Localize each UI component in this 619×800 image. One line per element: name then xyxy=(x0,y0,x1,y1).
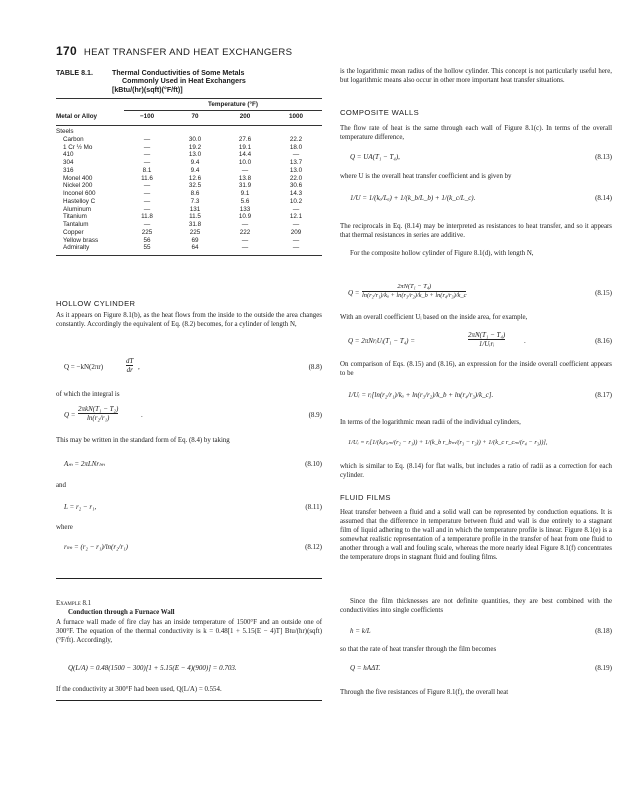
example-title: Conduction through a Furnace Wall xyxy=(68,609,175,616)
equation-fraction xyxy=(78,405,118,422)
equation-fraction xyxy=(126,357,133,374)
fraction-numerator: dT xyxy=(126,357,134,365)
conductivity-cell: 9.1 xyxy=(240,190,250,197)
equation-8-8 xyxy=(56,358,322,376)
metal-name-cell: Admiralty xyxy=(63,244,90,252)
equation-text: 1/U = 1/(kₐ/Lₐ) + 1/(k_b/L_b) + 1/(k_c/L_c). xyxy=(350,194,476,202)
metal-name-cell: Nickel 200 xyxy=(63,182,93,190)
conductivity-cell: 13.8 xyxy=(238,174,252,182)
table-row xyxy=(56,237,322,245)
fraction-denominator: dr xyxy=(126,366,133,374)
conductivity-cell: — xyxy=(241,221,249,228)
conductivity-cell: 9.4 xyxy=(190,159,200,166)
metal-name-cell: 410 xyxy=(63,151,74,159)
equation-number: (8.17) xyxy=(595,391,612,399)
equation-text: Q = hAΔT. xyxy=(350,664,381,672)
example-label: Example 8.1 xyxy=(56,600,92,607)
metal-name-cell: Yellow brass xyxy=(63,236,99,244)
conductivity-cell: 13.0 xyxy=(188,151,202,159)
conductivity-cell: 12.6 xyxy=(188,174,202,182)
heading-hollow-cylinder: HOLLOW CYLINDER xyxy=(56,299,136,308)
equation-8-10 xyxy=(56,460,322,470)
conductivity-cell: — xyxy=(292,151,300,159)
conductivity-cell xyxy=(170,128,220,136)
conductivity-cell xyxy=(270,128,322,136)
conductivity-cell: 209 xyxy=(290,228,302,236)
equation-tail: . xyxy=(524,337,526,345)
metal-name-cell: 1 Cr ½ Mo xyxy=(63,143,93,151)
metal-name-cell: Titanium xyxy=(63,213,87,221)
equation-number: (8.9) xyxy=(308,411,322,419)
equation-number: (8.11) xyxy=(305,503,322,511)
paragraph: where xyxy=(56,524,73,531)
conductivity-cell: 22.0 xyxy=(289,174,303,182)
metal-name-cell: Tantalum xyxy=(63,221,89,228)
paragraph: and xyxy=(56,482,66,489)
metal-name-cell: Carbon xyxy=(63,135,84,143)
conductivity-cell: 31.9 xyxy=(238,182,252,190)
table-row xyxy=(56,175,322,183)
conductivity-cell: 133 xyxy=(239,205,251,213)
equation-8-19 xyxy=(340,664,612,674)
paragraph: For the composite hollow cylinder of Figure 8.1(d), with length N, xyxy=(350,250,534,257)
conductivity-cell: 225 xyxy=(141,228,153,236)
conductivity-cell: — xyxy=(241,236,249,244)
paragraph: With an overall coefficient Uᵢ based on the inside area, for example, xyxy=(340,314,528,321)
conductivity-cell: 14.3 xyxy=(289,190,303,197)
table-row xyxy=(56,167,322,175)
equation-8-16 xyxy=(340,331,612,351)
conductivity-cell: 13.7 xyxy=(289,159,303,166)
conductivity-cell: 222 xyxy=(239,228,251,236)
conductivity-cell: 12.1 xyxy=(289,213,303,221)
conductivity-cell: — xyxy=(241,244,249,252)
paragraph: where U is the overall heat transfer coefficient and is given by xyxy=(340,173,512,180)
conductivity-cell: 64 xyxy=(191,244,199,252)
metal-name-cell: 316 xyxy=(63,166,74,174)
table-label: TABLE 8.1. xyxy=(56,69,93,77)
equation-tail: . xyxy=(141,411,143,419)
equation-text: h = k/L xyxy=(350,627,371,635)
equation-number: (8.19) xyxy=(595,664,612,672)
table-row xyxy=(56,136,322,144)
paragraph: The reciprocals in Eq. (8.14) may be interpreted as resistances to heat transfer, and so it appears that thermal resistances in series are additive. xyxy=(340,223,612,240)
paragraph: In terms of the logarithmic mean radii of the individual cylinders, xyxy=(340,419,521,426)
conductivity-cell: — xyxy=(143,205,151,213)
conductivity-cell: 13.0 xyxy=(289,166,303,174)
conductivity-cell: 5.6 xyxy=(240,197,250,205)
conductivity-cell: 131 xyxy=(189,205,201,213)
heading-composite-walls: COMPOSITE WALLS xyxy=(340,108,420,117)
equation-lhs: Q = −kN(2πr) xyxy=(64,363,104,371)
table-header-row xyxy=(56,113,322,121)
metal-name-cell: Inconel 600 xyxy=(63,190,96,197)
equation-8-18 xyxy=(340,627,612,637)
equation-tail: , xyxy=(138,363,140,371)
conductivity-cell: 55 xyxy=(143,244,151,252)
equation-8-11 xyxy=(56,503,322,513)
fraction-denominator: ln(r₂/r₁) xyxy=(78,413,118,422)
equation-text: Aₘ = 2πLNrₗₘ xyxy=(64,460,105,468)
conductivity-cell: 30.6 xyxy=(289,182,303,190)
conductivity-cell xyxy=(124,128,170,136)
table-header-rule xyxy=(56,125,322,126)
equation-8-12 xyxy=(56,543,322,553)
table-units: [kBtu/(hr)(sqft)(°F/ft)] xyxy=(112,85,183,94)
conductivity-cell: 56 xyxy=(143,236,151,244)
table-title-line: Commonly Used in Heat Exchangers xyxy=(122,77,246,86)
table-row xyxy=(56,213,322,221)
example-bottom-rule xyxy=(56,700,322,701)
column-header: 200 xyxy=(239,113,251,120)
column-header: 70 xyxy=(191,113,199,120)
equation-8-15 xyxy=(340,283,612,303)
conductivity-cell: 10.0 xyxy=(238,159,252,166)
conductivity-cell: 225 xyxy=(189,228,201,236)
example-body: A furnace wall made of fire clay has an inside temperature of 1500°F and an outside one of 300°F. The equation of the thermal conductivity is k = 0.48[1 + 5.15(E − 4)T] Btu/(hr)(sqft)(°F/ft). Accordingly, xyxy=(56,619,322,645)
conductivity-table xyxy=(56,113,322,121)
table-row xyxy=(56,206,322,214)
equation-number: (8.14) xyxy=(595,194,612,202)
table-row xyxy=(56,229,322,237)
equation-text: Q = UA(T₁ − T₄), xyxy=(350,153,400,161)
metal-name-cell: Monel 400 xyxy=(63,174,93,182)
fraction-numerator: 2πkN(T₁ − T₂) xyxy=(78,405,119,413)
page-number: 170 xyxy=(56,44,77,58)
equation-8-9 xyxy=(56,405,322,425)
equation-number: (8.18) xyxy=(595,627,612,635)
equation-8-13 xyxy=(340,153,612,163)
running-head-title: HEAT TRANSFER AND HEAT EXCHANGERS xyxy=(83,47,293,58)
column-header: −100 xyxy=(139,113,155,120)
example-top-rule xyxy=(56,578,322,579)
paragraph: This may be written in the standard form of Eq. (8.4) by taking xyxy=(56,437,230,444)
fraction-numerator: 2πN(T₁ − T₄) xyxy=(468,331,506,339)
conductivity-cell: 30.0 xyxy=(188,135,202,143)
conductivity-cell: 22.2 xyxy=(289,135,303,143)
conductivity-cell: — xyxy=(143,190,151,197)
paragraph: of which the integral is xyxy=(56,391,120,398)
table-row xyxy=(56,182,322,190)
equation-number: (8.12) xyxy=(305,543,322,551)
fraction-numerator: 2πN(T₁ − T₄) xyxy=(397,283,432,290)
conductivity-cell: 10.9 xyxy=(238,213,252,221)
conductivity-cell: 7.3 xyxy=(190,197,200,205)
conductivity-cell xyxy=(220,128,270,136)
paragraph: Heat transfer between a fluid and a solid wall can be represented by conduction equations. It is assumed that the difference in temperature between fluid and wall is due entirely to a stagnant film of liquid adhering to the wall and in which the temperature profile is linear. Figure 8.1(e) is a somewhat realistic representation of a temperature profile in the transfer of heat from one fluid to another through a wall and fouling scale, whereas the more nearly ideal Figure 8.1(f) concentrates the temperature drops in stagnant fluid and fouling films. xyxy=(340,509,612,562)
metal-name-cell: 304 xyxy=(63,159,74,166)
running-head xyxy=(56,44,292,58)
table-body xyxy=(56,128,322,252)
table-row xyxy=(56,198,322,206)
conductivity-cell: 9.4 xyxy=(190,166,200,174)
fraction-denominator: ln(r₂/r₁)/kₐ + ln(r₃/r₂)/k_b + ln(r₄/r₃)/k_c xyxy=(362,292,467,299)
conductivity-cell: 19.2 xyxy=(188,143,202,151)
paragraph: The flow rate of heat is the same through each wall of Figure 8.1(c). In terms of the overall temperature difference, xyxy=(340,125,612,142)
equation-fraction xyxy=(468,331,505,348)
paragraph: so that the rate of heat transfer through the film becomes xyxy=(340,646,497,653)
table-row xyxy=(56,144,322,152)
equation-lhs: Q = xyxy=(64,411,76,419)
conductivity-cell: — xyxy=(143,159,151,166)
table-title-line: Thermal Conductivities of Some Metals xyxy=(112,69,245,77)
table-row xyxy=(56,159,322,167)
conductivity-cell: 27.6 xyxy=(238,135,252,143)
equation-8-14 xyxy=(340,194,612,204)
metal-name-cell: Aluminum xyxy=(63,205,91,213)
conductivity-cell: — xyxy=(292,221,300,228)
table-row xyxy=(56,221,322,229)
conductivity-cell: 11.6 xyxy=(141,174,153,182)
column-header: Metal or Alloy xyxy=(56,113,98,120)
metal-name-cell: Steels xyxy=(56,128,74,135)
conductivity-cell: — xyxy=(143,221,151,228)
metal-name-cell: Copper xyxy=(63,228,84,236)
conductivity-cell: 31.8 xyxy=(188,221,202,228)
equation-number: (8.13) xyxy=(595,153,612,161)
paragraph: Through the five resistances of Figure 8.1(f), the overall heat xyxy=(340,689,509,696)
conductivity-cell: — xyxy=(143,197,151,205)
equation-lhs: Q = 2πNrᵢUᵢ(T₁ − T₄) = xyxy=(348,337,415,345)
paragraph: is the logarithmic mean radius of the hollow cylinder. This concept is not particularly useful here, but logarithmic means also occur in other more important heat transfer situations. xyxy=(340,68,612,85)
table-row xyxy=(56,190,322,198)
equation-text: 1/Uᵢ = rᵢ[ln(r₂/r₁)/kₐ + ln(r₃/r₂)/k_b + ln(r₄/r₃)/k_c]. xyxy=(348,391,494,399)
equation-logmean xyxy=(340,438,612,448)
table-bottom-rule xyxy=(56,255,322,256)
conductivity-cell: — xyxy=(292,244,300,252)
equation-text: rₗₘ = (r₂ − r₁)/ln(r₂/r₁) xyxy=(64,543,128,551)
example-closing: If the conductivity at 300°F had been used, Q(L/A) = 0.554. xyxy=(56,686,222,693)
conductivity-cell: 32.5 xyxy=(188,182,202,190)
equation-number: (8.15) xyxy=(595,289,612,297)
table-row xyxy=(56,244,322,252)
conductivity-cell: 11.5 xyxy=(189,213,201,221)
fraction-denominator: 1/Uᵢrᵢ xyxy=(468,339,505,348)
table-row xyxy=(56,128,322,136)
conductivity-cell: — xyxy=(241,166,249,174)
metal-name-cell: Hastelloy C xyxy=(63,197,96,205)
conductivity-cell: — xyxy=(292,236,300,244)
example-equation: Q(L/A) = 0.48(1500 − 300)[1 + 5.15(E − 4)(900)] = 0.703. xyxy=(68,664,237,672)
equation-number: (8.16) xyxy=(595,337,612,345)
conductivity-cell: 19.1 xyxy=(238,143,252,151)
equation-fraction xyxy=(362,283,466,300)
equation-8-17 xyxy=(340,391,612,401)
paragraph: As it appears on Figure 8.1(b), as the heat flows from the inside to the outside the area changes constantly. Accordingly the equivalent of Eq. (8.2) becomes, for a cylinder of length N, xyxy=(56,312,322,329)
equation-text: 1/Uᵢ = rᵢ[1/(kₐrₐₘ/(r₂ − r₁)) + 1/(k_b r_bₘ/(r₃ − r₂)) + 1/(k_c r_cₘ/(r₄ − r₃))], xyxy=(348,439,548,446)
temperature-caption: Temperature (°F) xyxy=(208,101,258,108)
heading-fluid-films: FLUID FILMS xyxy=(340,493,391,502)
conductivity-cell: 10.2 xyxy=(289,197,303,205)
conductivity-cell: — xyxy=(143,143,151,151)
conductivity-cell: 8.1 xyxy=(142,166,152,174)
conductivity-cell: — xyxy=(292,205,300,213)
table-top-rule xyxy=(56,98,322,99)
conductivity-cell: 69 xyxy=(191,236,199,244)
conductivity-cell: 11.8 xyxy=(141,213,153,221)
table-row xyxy=(56,151,322,159)
equation-text: L = r₂ − r₁, xyxy=(64,503,97,511)
paragraph: On comparison of Eqs. (8.15) and (8.16), an expression for the inside overall coefficient appears to be xyxy=(340,361,612,378)
column-header: 1000 xyxy=(288,113,303,120)
paragraph: Since the film thicknesses are not definite quantities, they are best combined with the conductivities into single coefficients xyxy=(340,598,612,615)
conductivity-cell: 18.0 xyxy=(289,143,303,151)
temperature-rule xyxy=(124,110,322,111)
equation-lhs: Q = xyxy=(348,289,360,297)
equation-number: (8.8) xyxy=(308,363,322,371)
conductivity-cell: 14.4 xyxy=(238,151,252,159)
paragraph: which is similar to Eq. (8.14) for flat walls, but includes a ratio of radii as a correction for each cylinder. xyxy=(340,463,612,480)
table-title xyxy=(56,69,322,94)
conductivity-cell: 8.6 xyxy=(190,190,200,197)
equation-number: (8.10) xyxy=(305,460,322,468)
conductivity-cell: — xyxy=(143,135,151,143)
conductivity-cell: — xyxy=(143,151,151,159)
conductivity-cell: — xyxy=(143,182,151,190)
